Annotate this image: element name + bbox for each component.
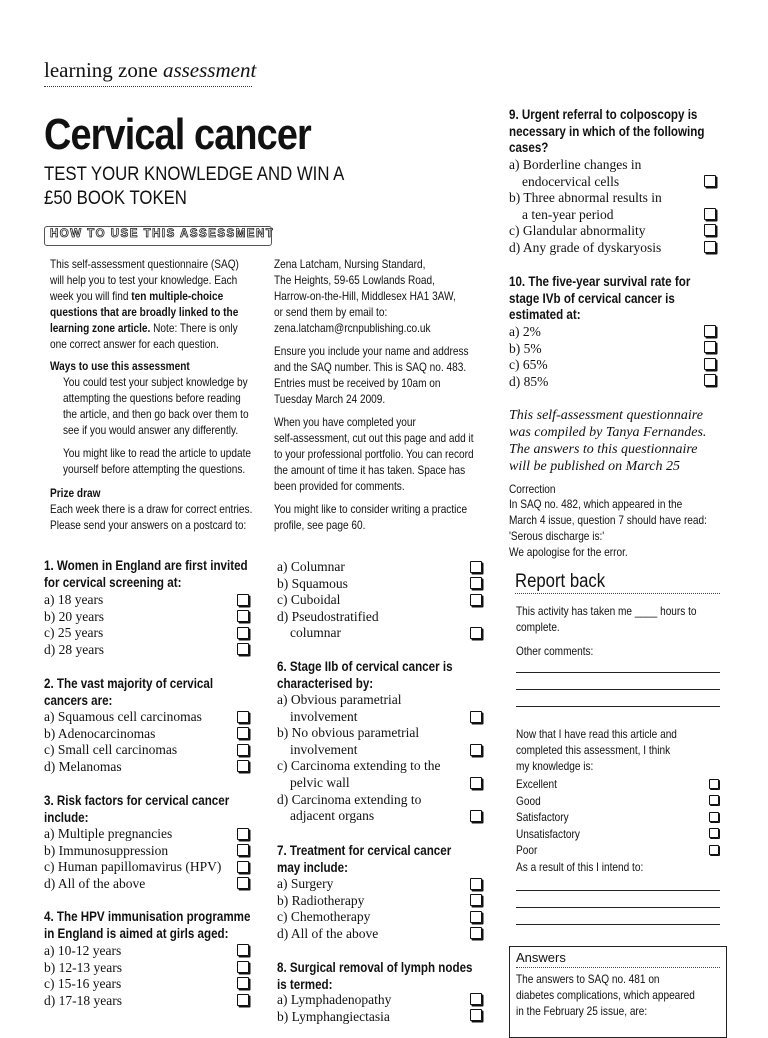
report-time-text: This activity has taken me ____ hours to complete. [516,605,697,634]
answer-checkbox[interactable] [470,894,482,906]
intend-line[interactable] [516,890,720,891]
answer-checkbox[interactable] [470,577,482,589]
ensure-text: Ensure you include your name and address and the SAQ number. This is SAQ no. 483. Entries must be received by 10am on Tuesday March 24 2009. [274,345,469,406]
report-back-title: Report back [515,571,606,592]
answer-checkbox[interactable] [237,994,249,1006]
question-8: 8. Surgical removal of lymph nodes is termed: [277,960,473,992]
answer-checkbox[interactable] [470,561,482,573]
answer-checkbox[interactable] [470,1009,482,1021]
question-2: 2. The vast majority of cervical cancers are: [44,676,214,708]
answer-checkbox[interactable] [470,594,482,606]
answer-checkbox[interactable] [470,627,482,639]
report-other-label: Other comments: [516,645,594,658]
answer-checkbox[interactable] [704,208,716,220]
answer-checkbox[interactable] [237,627,249,639]
section-header: learning zone assessment [44,58,257,82]
answers-rule [516,967,720,968]
answer-checkbox[interactable] [470,810,482,822]
question-9-options: a) Borderline changes in endocervical cells b) Three abnormal results in a ten-year period c) Glandular abnormality d) Any grade of dyskaryosis [509,157,662,255]
answer-checkbox[interactable] [237,744,249,756]
practice-text: You might like to consider writing a practice profile, see page 60. [274,503,468,532]
comment-line[interactable] [516,706,720,707]
question-3: 3. Risk factors for cervical cancer include: [44,793,230,825]
answer-checkbox[interactable] [470,993,482,1005]
ways-paragraph: You might like to read the article to update yourself before attempting the questions. [63,447,252,476]
comment-line[interactable] [516,689,720,690]
question-1: 1. Women in England are first invited for cervical screening at: [44,558,248,590]
answer-checkbox[interactable] [704,341,716,353]
report-knowledge-text: Now that I have read this article and completed this assessment, I think my knowledge is: [516,728,677,773]
answer-checkbox[interactable] [237,760,249,772]
question-6-options: a) Obvious parametrial involvement b) No obvious parametrial involvement c) Carcinoma extending to the pelvic wall d) Carcinoma extending to adjacent organs [277,692,441,824]
prize-text: Each week there is a draw for correct entries. Please send your answers on a postcard to: [50,503,253,532]
ways-heading: Ways to use this assessment [50,360,190,373]
answer-checkbox[interactable] [704,358,716,370]
answer-checkbox[interactable] [237,861,249,873]
address-text: Zena Latcham, Nursing Standard, The Heights, 59-65 Lowlands Road, Harrow-on-the-Hill, Middlesex HA1 3AW, or send them by email to: zena.latcham@rcnpublishing.co.uk [274,258,456,335]
intro-text: This self-assessment questionnaire (SAQ) will help you to test your knowledge. Each week you will find ten multiple-choice questions that are broadly linked to the learning zone article. Note: There is only one correct answer for each question. [50,258,239,351]
rating-checkbox[interactable] [709,828,719,838]
answer-checkbox[interactable] [704,374,716,386]
answer-checkbox[interactable] [704,241,716,253]
intend-line[interactable] [516,907,720,908]
question-4-options: a) 10-12 years b) 12-13 years c) 15-16 years d) 17-18 years [44,943,122,1008]
answers-text: The answers to SAQ no. 481 on diabetes complications, which appeared in the February 25 issue, are: [516,973,695,1018]
correction-heading: Correction [509,483,556,496]
question-10: 10. The five-year survival rate for stage IVb of cervical cancer is estimated at: [509,274,691,323]
answer-checkbox[interactable] [704,175,716,187]
question-3-options: a) Multiple pregnancies b) Immunosuppression c) Human papillomavirus (HPV) d) All of the above [44,826,222,891]
answer-checkbox[interactable] [470,911,482,923]
answer-checkbox[interactable] [237,844,249,856]
question-5-options: a) Columnar b) Squamous c) Cuboidal d) Pseudostratified columnar [277,559,379,641]
rating-checkbox[interactable] [709,795,719,805]
question-7: 7. Treatment for cervical cancer may include: [277,843,452,875]
correction-text: In SAQ no. 482, which appeared in the March 4 issue, question 7 should have read: 'Serous discharge is:' We apologise for the error. [509,498,707,559]
answer-checkbox[interactable] [237,828,249,840]
answer-checkbox[interactable] [237,594,249,606]
answer-checkbox[interactable] [237,643,249,655]
answer-checkbox[interactable] [470,711,482,723]
answer-checkbox[interactable] [470,744,482,756]
answer-checkbox[interactable] [237,727,249,739]
question-4: 4. The HPV immunisation programme in England is aimed at girls aged: [44,909,251,941]
answer-checkbox[interactable] [470,777,482,789]
answer-checkbox[interactable] [237,977,249,989]
ways-paragraph: You could test your subject knowledge by attempting the questions before reading the article, and then go back over them to see if you would answer any differently. [63,376,249,437]
page-title: Cervical cancer [44,110,311,159]
question-7-options: a) Surgery b) Radiotherapy c) Chemotherapy d) All of the above [277,876,379,941]
subtitle-line: TEST YOUR KNOWLEDGE AND WIN A [44,163,345,185]
answer-checkbox[interactable] [237,877,249,889]
answer-checkbox[interactable] [237,711,249,723]
header-rule [44,86,252,87]
intend-line[interactable] [516,924,720,925]
compiled-note: This self-assessment questionnaire was compiled by Tanya Fernandes. The answers to this questionnaire will be published on March 25 [509,408,707,474]
subtitle-line: £50 BOOK TOKEN [44,187,187,209]
question-9: 9. Urgent referral to colposcopy is necessary in which of the following cases? [509,107,705,156]
question-8-options: a) Lymphadenopathy b) Lymphangiectasia [277,992,392,1024]
report-back-rule [515,593,720,594]
answer-checkbox[interactable] [470,878,482,890]
answer-checkbox[interactable] [704,224,716,236]
knowledge-ratings: Excellent Good Satisfactory Unsatisfactory Poor [516,778,580,857]
question-10-options: a) 2% b) 5% c) 65% d) 85% [509,324,549,389]
rating-checkbox[interactable] [709,845,719,855]
howto-banner [44,220,276,250]
answer-checkbox[interactable] [704,325,716,337]
howto-label: HOW TO USE THIS ASSESSMENT [50,228,275,240]
completed-text: When you have completed your self-assessment, cut out this page and add it to your professional portfolio. You can record the amount of time it has taken. Space has been provided for comments. [274,416,474,493]
question-6: 6. Stage IIb of cervical cancer is characterised by: [277,659,453,691]
answer-checkbox[interactable] [237,610,249,622]
answers-title: Answers [516,950,566,965]
rating-checkbox[interactable] [709,779,719,789]
question-2-options: a) Squamous cell carcinomas b) Adenocarcinomas c) Small cell carcinomas d) Melanomas [44,709,202,774]
comment-line[interactable] [516,672,720,673]
rating-checkbox[interactable] [709,812,719,822]
prize-heading: Prize draw [50,487,101,500]
intend-label: As a result of this I intend to: [516,861,644,874]
answer-checkbox[interactable] [237,944,249,956]
question-1-options: a) 18 years b) 20 years c) 25 years d) 28 years [44,592,104,657]
answer-checkbox[interactable] [470,927,482,939]
answer-checkbox[interactable] [237,961,249,973]
